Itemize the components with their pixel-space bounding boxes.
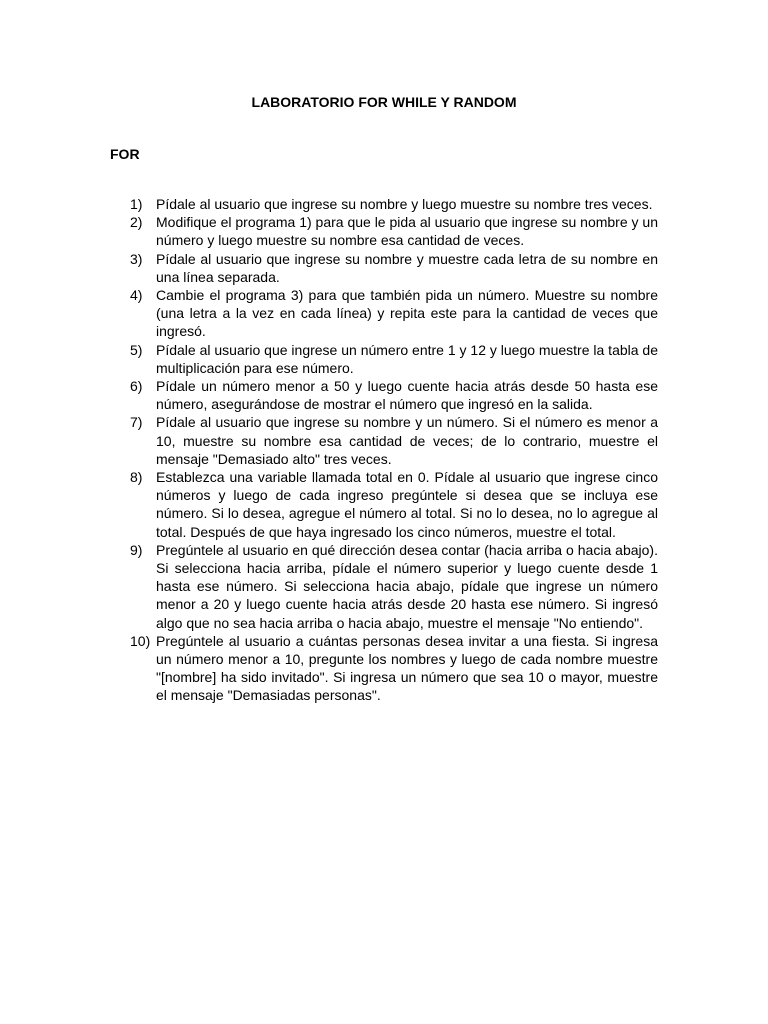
section-heading-for: FOR bbox=[110, 146, 140, 162]
exercise-list bbox=[110, 195, 658, 705]
exercise-item bbox=[110, 377, 658, 413]
exercise-number: 5) bbox=[130, 341, 143, 358]
exercise-number: 2) bbox=[130, 214, 143, 231]
exercise-number: 1) bbox=[130, 196, 143, 212]
exercise-text: Pídale al usuario que ingrese su nombre y muestre cada letra de su nombre en una línea separada. bbox=[156, 250, 658, 285]
exercise-item bbox=[110, 341, 658, 377]
exercise-item bbox=[110, 286, 658, 341]
exercise-item bbox=[110, 468, 658, 541]
exercise-text: Pídale un número menor a 50 y luego cuente hacia atrás desde 50 hasta ese número, asegurándose de mostrar el número que ingresó en la salida. bbox=[156, 378, 658, 413]
exercise-text: Modifique el programa 1) para que le pida al usuario que ingrese su nombre y un número y luego muestre su nombre esa cantidad de veces. bbox=[156, 214, 658, 249]
exercise-text: Pregúntele al usuario a cuántas personas desea invitar a una fiesta. Si ingresa un número menor a 10, pregunte los nombres y luego de cada nombre muestre "[nombre] ha sido invitado". Si ingresa un número que sea 10 o mayor, muestre el mensaje "Demasiadas personas". bbox=[156, 632, 658, 704]
exercise-number: 3) bbox=[130, 250, 143, 267]
exercise-item bbox=[110, 213, 658, 249]
exercise-number: 4) bbox=[130, 287, 143, 304]
exercise-number: 6) bbox=[130, 378, 143, 395]
exercise-text: Pídale al usuario que ingrese su nombre y un número. Si el número es menor a 10, muestre su nombre esa cantidad de veces; de lo contrario, muestre el mensaje "Demasiado alto" tres veces. bbox=[156, 414, 658, 467]
exercise-item bbox=[110, 195, 658, 213]
exercise-number: 7) bbox=[130, 414, 143, 431]
exercise-item bbox=[110, 413, 658, 468]
document-title: LABORATORIO FOR WHILE Y RANDOM bbox=[251, 94, 517, 110]
exercise-text: Establezca una variable llamada total en 0. Pídale al usuario que ingrese cinco números y luego de cada ingreso pregúntele si desea que se incluya ese número. Si lo desea, agregue el número al total. Si no lo desea, no lo agregue al total. Después de que haya ingresado los cinco números, muestre el total. bbox=[156, 469, 658, 540]
exercise-item bbox=[110, 541, 658, 632]
exercise-text: Pídale al usuario que ingrese un número entre 1 y 12 y luego muestre la tabla de multiplicación para ese número. bbox=[156, 341, 658, 376]
exercise-item bbox=[110, 250, 658, 286]
exercise-number: 8) bbox=[130, 469, 143, 486]
exercise-text: Pídale al usuario que ingrese su nombre y luego muestre su nombre tres veces. bbox=[156, 196, 653, 212]
exercise-text: Pregúntele al usuario en qué dirección desea contar (hacia arriba o hacia abajo). Si selecciona hacia arriba, pídale el número superior y luego cuente desde 1 hasta ese número. Si selecciona hacia abajo, pídale que ingrese un número menor a 20 y luego cuente hacia atrás desde 20 hasta ese número. Si ingresó algo que no sea hacia arriba o hacia abajo, muestre el mensaje "No entiendo". bbox=[156, 541, 658, 631]
exercise-item bbox=[110, 632, 658, 705]
exercise-text: Cambie el programa 3) para que también pida un número. Muestre su nombre (una letra a la vez en cada línea) y repita este para la cantidad de veces que ingresó. bbox=[156, 287, 658, 340]
exercise-number: 10) bbox=[130, 632, 151, 649]
exercise-number: 9) bbox=[130, 541, 143, 558]
